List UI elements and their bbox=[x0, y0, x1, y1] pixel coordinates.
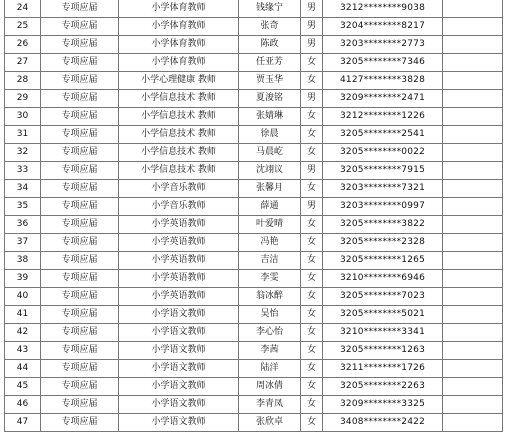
position-cell: 小学信息技术 教师 bbox=[119, 162, 239, 180]
id-number-cell: 3205********2263 bbox=[323, 378, 443, 396]
empty-cell bbox=[443, 324, 503, 342]
position-cell: 小学英语教师 bbox=[119, 216, 239, 234]
recruit-type-cell: 专项应届 bbox=[41, 144, 119, 162]
position-cell: 小学语文教师 bbox=[119, 342, 239, 360]
name-cell: 李茜 bbox=[239, 342, 301, 360]
recruit-type-cell: 专项应届 bbox=[41, 216, 119, 234]
position-cell: 小学英语教师 bbox=[119, 234, 239, 252]
empty-cell bbox=[443, 0, 503, 18]
id-number-cell: 3205********1263 bbox=[323, 342, 443, 360]
recruit-type-cell: 专项应届 bbox=[41, 306, 119, 324]
name-cell: 张欣卓 bbox=[239, 414, 301, 432]
name-cell: 冯艳 bbox=[239, 234, 301, 252]
row-number-cell: 27 bbox=[5, 54, 41, 72]
row-number-cell: 30 bbox=[5, 108, 41, 126]
position-cell: 小学体育教师 bbox=[119, 54, 239, 72]
empty-cell bbox=[443, 108, 503, 126]
table-row bbox=[5, 306, 503, 324]
empty-cell bbox=[443, 36, 503, 54]
empty-cell bbox=[443, 252, 503, 270]
id-number-cell: 3209********2471 bbox=[323, 90, 443, 108]
id-number-cell: 3408********2422 bbox=[323, 414, 443, 432]
gender-cell: 女 bbox=[301, 216, 323, 234]
id-number-cell: 3209********3325 bbox=[323, 396, 443, 414]
gender-cell: 女 bbox=[301, 54, 323, 72]
position-cell: 小学体育教师 bbox=[119, 18, 239, 36]
name-cell: 李心怡 bbox=[239, 324, 301, 342]
position-cell: 小学英语教师 bbox=[119, 288, 239, 306]
empty-cell bbox=[443, 360, 503, 378]
row-number-cell: 35 bbox=[5, 198, 41, 216]
row-number-cell: 31 bbox=[5, 126, 41, 144]
row-number-cell: 26 bbox=[5, 36, 41, 54]
id-number-cell: 3205********2328 bbox=[323, 234, 443, 252]
row-number-cell: 33 bbox=[5, 162, 41, 180]
row-number-cell: 47 bbox=[5, 414, 41, 432]
id-number-cell: 3205********2541 bbox=[323, 126, 443, 144]
id-number-cell: 3212********1226 bbox=[323, 108, 443, 126]
empty-cell bbox=[443, 378, 503, 396]
position-cell: 小学信息技术 教师 bbox=[119, 90, 239, 108]
table-row bbox=[5, 90, 503, 108]
empty-cell bbox=[443, 234, 503, 252]
empty-cell bbox=[443, 72, 503, 90]
recruit-type-cell: 专项应届 bbox=[41, 234, 119, 252]
recruit-type-cell: 专项应届 bbox=[41, 360, 119, 378]
row-number-cell: 32 bbox=[5, 144, 41, 162]
table-row bbox=[5, 396, 503, 414]
recruit-type-cell: 专项应届 bbox=[41, 126, 119, 144]
recruit-type-cell: 专项应届 bbox=[41, 0, 119, 18]
row-number-cell: 46 bbox=[5, 396, 41, 414]
empty-cell bbox=[443, 54, 503, 72]
id-number-cell: 3205********7023 bbox=[323, 288, 443, 306]
recruit-type-cell: 专项应届 bbox=[41, 342, 119, 360]
empty-cell bbox=[443, 396, 503, 414]
name-cell: 翁冰醉 bbox=[239, 288, 301, 306]
position-cell: 小学体育教师 bbox=[119, 0, 239, 18]
name-cell: 夏浚铭 bbox=[239, 90, 301, 108]
gender-cell: 女 bbox=[301, 288, 323, 306]
gender-cell: 男 bbox=[301, 90, 323, 108]
table-row bbox=[5, 18, 503, 36]
row-number-cell: 45 bbox=[5, 378, 41, 396]
gender-cell: 女 bbox=[301, 306, 323, 324]
row-number-cell: 34 bbox=[5, 180, 41, 198]
row-number-cell: 24 bbox=[5, 0, 41, 18]
id-number-cell: 3205********5021 bbox=[323, 306, 443, 324]
row-number-cell: 25 bbox=[5, 18, 41, 36]
gender-cell: 女 bbox=[301, 234, 323, 252]
name-cell: 陈政 bbox=[239, 36, 301, 54]
table-row bbox=[5, 234, 503, 252]
recruit-type-cell: 专项应届 bbox=[41, 414, 119, 432]
position-cell: 小学音乐教师 bbox=[119, 198, 239, 216]
gender-cell: 男 bbox=[301, 162, 323, 180]
recruit-type-cell: 专项应届 bbox=[41, 72, 119, 90]
row-number-cell: 43 bbox=[5, 342, 41, 360]
recruit-type-cell: 专项应届 bbox=[41, 36, 119, 54]
recruit-type-cell: 专项应届 bbox=[41, 252, 119, 270]
gender-cell: 女 bbox=[301, 126, 323, 144]
table-row bbox=[5, 342, 503, 360]
table-row bbox=[5, 162, 503, 180]
table-row bbox=[5, 252, 503, 270]
candidate-table-body bbox=[5, 0, 503, 432]
gender-cell: 女 bbox=[301, 270, 323, 288]
empty-cell bbox=[443, 216, 503, 234]
id-number-cell: 3203********2773 bbox=[323, 36, 443, 54]
name-cell: 张奇 bbox=[239, 18, 301, 36]
position-cell: 小学语文教师 bbox=[119, 324, 239, 342]
gender-cell: 女 bbox=[301, 252, 323, 270]
table-row bbox=[5, 54, 503, 72]
table-row bbox=[5, 180, 503, 198]
id-number-cell: 3205********7346 bbox=[323, 54, 443, 72]
recruit-type-cell: 专项应届 bbox=[41, 162, 119, 180]
recruit-type-cell: 专项应届 bbox=[41, 324, 119, 342]
name-cell: 徐晨 bbox=[239, 126, 301, 144]
table-row bbox=[5, 36, 503, 54]
row-number-cell: 42 bbox=[5, 324, 41, 342]
table-row bbox=[5, 288, 503, 306]
name-cell: 钱缘宁 bbox=[239, 0, 301, 18]
name-cell: 薛通 bbox=[239, 198, 301, 216]
gender-cell: 女 bbox=[301, 360, 323, 378]
row-number-cell: 36 bbox=[5, 216, 41, 234]
name-cell: 陆洋 bbox=[239, 360, 301, 378]
id-number-cell: 3204********8217 bbox=[323, 18, 443, 36]
candidate-table bbox=[4, 0, 503, 432]
table-row bbox=[5, 198, 503, 216]
table-row bbox=[5, 378, 503, 396]
gender-cell: 女 bbox=[301, 414, 323, 432]
name-cell: 贾玉华 bbox=[239, 72, 301, 90]
position-cell: 小学体育教师 bbox=[119, 36, 239, 54]
id-number-cell: 3203********7321 bbox=[323, 180, 443, 198]
recruit-type-cell: 专项应届 bbox=[41, 180, 119, 198]
empty-cell bbox=[443, 198, 503, 216]
gender-cell: 女 bbox=[301, 108, 323, 126]
empty-cell bbox=[443, 342, 503, 360]
recruit-type-cell: 专项应届 bbox=[41, 108, 119, 126]
position-cell: 小学语文教师 bbox=[119, 306, 239, 324]
position-cell: 小学英语教师 bbox=[119, 270, 239, 288]
name-cell: 张婧琳 bbox=[239, 108, 301, 126]
row-number-cell: 44 bbox=[5, 360, 41, 378]
position-cell: 小学信息技术 教师 bbox=[119, 144, 239, 162]
table-row bbox=[5, 270, 503, 288]
table-row bbox=[5, 216, 503, 234]
gender-cell: 女 bbox=[301, 72, 323, 90]
table-row bbox=[5, 126, 503, 144]
id-number-cell: 3211********1726 bbox=[323, 360, 443, 378]
empty-cell bbox=[443, 288, 503, 306]
gender-cell: 女 bbox=[301, 144, 323, 162]
empty-cell bbox=[443, 126, 503, 144]
recruit-type-cell: 专项应届 bbox=[41, 198, 119, 216]
id-number-cell: 3210********3341 bbox=[323, 324, 443, 342]
name-cell: 任亚芳 bbox=[239, 54, 301, 72]
position-cell: 小学英语教师 bbox=[119, 252, 239, 270]
row-number-cell: 28 bbox=[5, 72, 41, 90]
table-row bbox=[5, 0, 503, 18]
position-cell: 小学信息技术 教师 bbox=[119, 108, 239, 126]
gender-cell: 女 bbox=[301, 324, 323, 342]
table-row bbox=[5, 108, 503, 126]
empty-cell bbox=[443, 90, 503, 108]
row-number-cell: 29 bbox=[5, 90, 41, 108]
recruit-type-cell: 专项应届 bbox=[41, 90, 119, 108]
name-cell: 沈翊议 bbox=[239, 162, 301, 180]
position-cell: 小学语文教师 bbox=[119, 360, 239, 378]
id-number-cell: 3205********1265 bbox=[323, 252, 443, 270]
row-number-cell: 38 bbox=[5, 252, 41, 270]
table-row bbox=[5, 72, 503, 90]
empty-cell bbox=[443, 306, 503, 324]
id-number-cell: 3203********0997 bbox=[323, 198, 443, 216]
position-cell: 小学语文教师 bbox=[119, 396, 239, 414]
empty-cell bbox=[443, 18, 503, 36]
gender-cell: 男 bbox=[301, 0, 323, 18]
name-cell: 李雯 bbox=[239, 270, 301, 288]
name-cell: 张馨月 bbox=[239, 180, 301, 198]
gender-cell: 女 bbox=[301, 180, 323, 198]
name-cell: 李青凤 bbox=[239, 396, 301, 414]
empty-cell bbox=[443, 162, 503, 180]
gender-cell: 男 bbox=[301, 18, 323, 36]
table-row bbox=[5, 414, 503, 432]
gender-cell: 女 bbox=[301, 342, 323, 360]
position-cell: 小学语文教师 bbox=[119, 414, 239, 432]
empty-cell bbox=[443, 414, 503, 432]
row-number-cell: 39 bbox=[5, 270, 41, 288]
recruit-type-cell: 专项应届 bbox=[41, 378, 119, 396]
table-row bbox=[5, 144, 503, 162]
id-number-cell: 3212********9038 bbox=[323, 0, 443, 18]
table-row bbox=[5, 324, 503, 342]
table-row bbox=[5, 360, 503, 378]
position-cell: 小学语文教师 bbox=[119, 378, 239, 396]
position-cell: 小学心理健康 教师 bbox=[119, 72, 239, 90]
empty-cell bbox=[443, 270, 503, 288]
name-cell: 吉洁 bbox=[239, 252, 301, 270]
recruit-type-cell: 专项应届 bbox=[41, 396, 119, 414]
recruit-type-cell: 专项应届 bbox=[41, 288, 119, 306]
gender-cell: 男 bbox=[301, 198, 323, 216]
id-number-cell: 4127********3828 bbox=[323, 72, 443, 90]
row-number-cell: 40 bbox=[5, 288, 41, 306]
gender-cell: 女 bbox=[301, 378, 323, 396]
row-number-cell: 37 bbox=[5, 234, 41, 252]
id-number-cell: 3205********0022 bbox=[323, 144, 443, 162]
row-number-cell: 41 bbox=[5, 306, 41, 324]
id-number-cell: 3205********3822 bbox=[323, 216, 443, 234]
name-cell: 叶爱晴 bbox=[239, 216, 301, 234]
recruit-type-cell: 专项应届 bbox=[41, 270, 119, 288]
empty-cell bbox=[443, 180, 503, 198]
recruit-type-cell: 专项应届 bbox=[41, 54, 119, 72]
id-number-cell: 3210********6946 bbox=[323, 270, 443, 288]
name-cell: 吴怡 bbox=[239, 306, 301, 324]
position-cell: 小学音乐教师 bbox=[119, 180, 239, 198]
id-number-cell: 3205********7915 bbox=[323, 162, 443, 180]
name-cell: 周冰倩 bbox=[239, 378, 301, 396]
gender-cell: 男 bbox=[301, 36, 323, 54]
position-cell: 小学信息技术 教师 bbox=[119, 126, 239, 144]
gender-cell: 女 bbox=[301, 396, 323, 414]
name-cell: 马晨屹 bbox=[239, 144, 301, 162]
empty-cell bbox=[443, 144, 503, 162]
recruit-type-cell: 专项应届 bbox=[41, 18, 119, 36]
